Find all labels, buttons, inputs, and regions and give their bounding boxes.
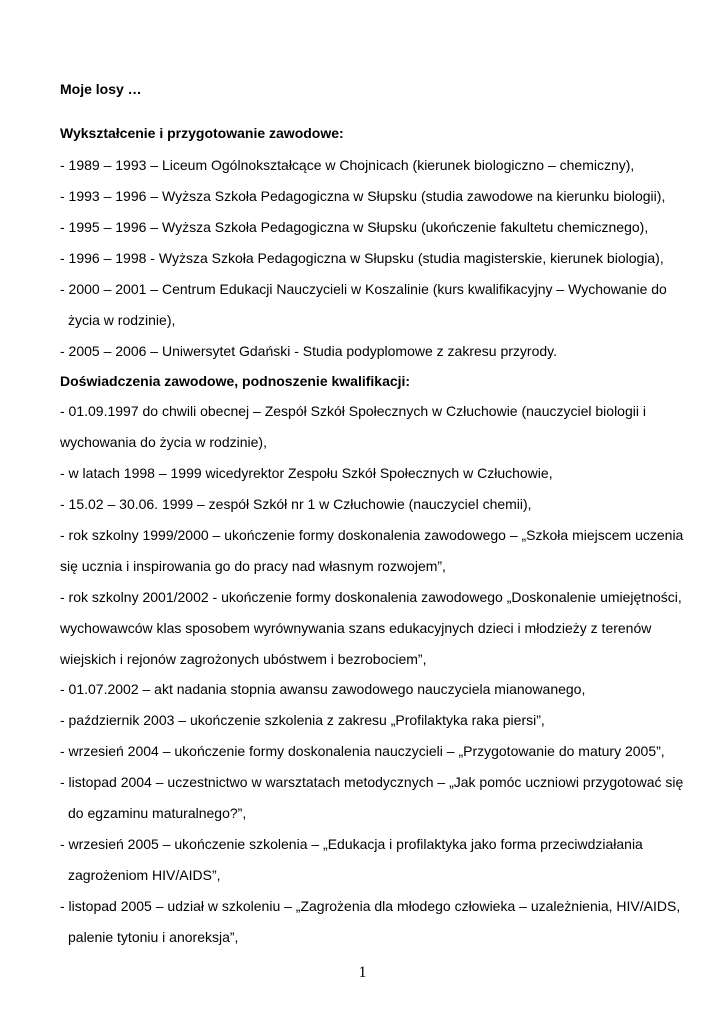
education-line: - 1989 – 1993 – Liceum Ogólnokształcące w Chojnicach (kierunek biologiczno – chemiczny),	[60, 157, 635, 173]
experience-line: - wrzesień 2004 – ukończenie formy doskonalenia nauczycieli – „Przygotowanie do matury 2005”,	[60, 743, 665, 759]
education-line: - 2000 – 2001 – Centrum Edukacji Nauczycieli w Koszalinie (kurs kwalifikacyjny – Wychowanie do	[60, 281, 667, 297]
education-line: - 1993 – 1996 – Wyższa Szkoła Pedagogiczna w Słupsku (studia zawodowe na kierunku biologii),	[60, 188, 666, 204]
experience-line: - 01.09.1997 do chwili obecnej – Zespół Szkół Społecznych w Człuchowie (nauczyciel biologii i	[60, 403, 646, 419]
experience-line: zagrożeniom HIV/AIDS”,	[68, 867, 221, 883]
education-heading: Wykształcenie i przygotowanie zawodowe:	[60, 125, 344, 141]
experience-line: - rok szkolny 2001/2002 - ukończenie formy doskonalenia zawodowego „Doskonalenie umiejętności,	[60, 589, 682, 605]
experience-line: - listopad 2004 – uczestnictwo w warsztatach metodycznych – „Jak pomóc uczniowi przygotować się	[60, 774, 684, 790]
education-line: życia w rodzinie),	[68, 312, 176, 328]
experience-line: - wrzesień 2005 – ukończenie szkolenia – „Edukacja i profilaktyka jako forma przeciwdziałania	[60, 836, 643, 852]
experience-line: - listopad 2005 – udział w szkoleniu – „Zagrożenia dla młodego człowieka – uzależnienia, HIV/AIDS,	[60, 898, 681, 914]
education-line: - 1996 – 1998 - Wyższa Szkoła Pedagogiczna w Słupsku (studia magisterskie, kierunek biologia),	[60, 250, 664, 266]
experience-line: palenie tytoniu i anoreksja”,	[68, 929, 239, 945]
experience-line: - październik 2003 – ukończenie szkolenia z zakresu „Profilaktyka raka piersi”,	[60, 712, 545, 728]
education-line: - 1995 – 1996 – Wyższa Szkoła Pedagogiczna w Słupsku (ukończenie fakultetu chemicznego),	[60, 219, 649, 235]
experience-heading: Doświadczenia zawodowe, podnoszenie kwalifikacji:	[60, 373, 411, 389]
experience-line: wychowania do życia w rodzinie),	[60, 434, 267, 450]
experience-line: - w latach 1998 – 1999 wicedyrektor Zespołu Szkół Społecznych w Człuchowie,	[60, 465, 553, 481]
experience-line: do egzaminu maturalnego?”,	[68, 805, 247, 821]
document-title: Moje losy …	[60, 81, 142, 97]
experience-line: - 01.07.2002 – akt nadania stopnia awansu zawodowego nauczyciela mianowanego,	[60, 681, 586, 697]
experience-line: wychowawców klas sposobem wyrównywania szans edukacyjnych dzieci i młodzieży z terenów	[60, 620, 652, 636]
page-number: 1	[358, 964, 367, 981]
experience-line: się ucznia i inspirowania go do pracy nad własnym rozwojem”,	[60, 558, 446, 574]
education-line: - 2005 – 2006 – Uniwersytet Gdański - Studia podyplomowe z zakresu przyrody.	[60, 343, 557, 359]
experience-line: - rok szkolny 1999/2000 – ukończenie formy doskonalenia zawodowego – „Szkoła miejscem uczenia	[60, 527, 684, 543]
experience-line: wiejskich i rejonów zagrożonych ubóstwem i bezrobociem”,	[60, 651, 427, 667]
experience-line: - 15.02 – 30.06. 1999 – zespół Szkół nr 1 w Człuchowie (nauczyciel chemii),	[60, 496, 532, 512]
